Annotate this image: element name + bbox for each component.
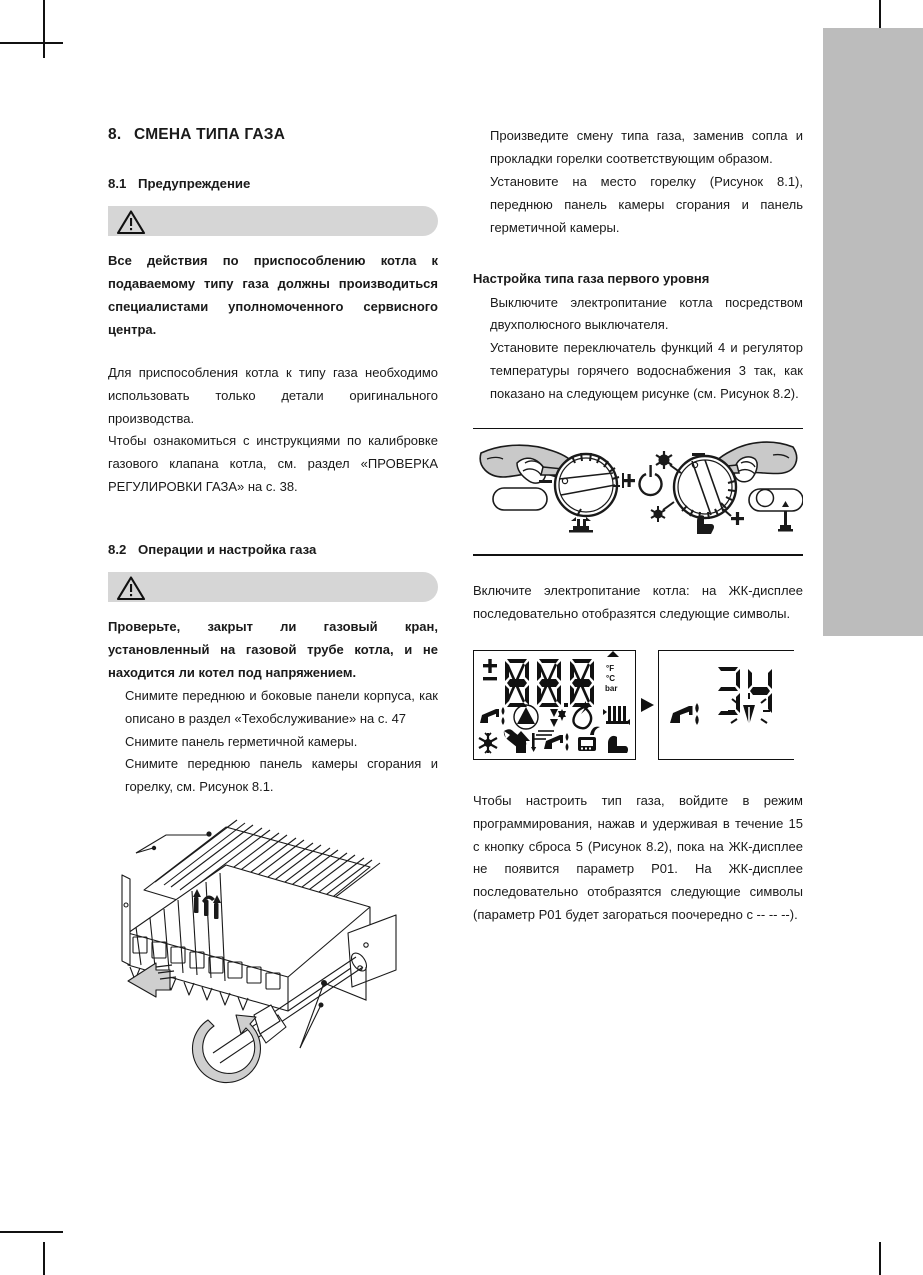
warning-triangle-icon <box>116 209 146 235</box>
section-8-2-title: Операции и настройка газа <box>138 542 317 558</box>
units-indicator <box>605 651 619 693</box>
svg-text:°F: °F <box>606 663 615 673</box>
hand-icon <box>608 736 628 753</box>
lcd-value-svg <box>659 651 791 757</box>
svg-text:°C: °C <box>606 673 615 683</box>
dhw-temperature-knob <box>674 456 736 519</box>
minus-icon <box>539 480 552 483</box>
heating-symbol-icon <box>569 517 593 533</box>
paragraph-adaptation: Для приспособления котла к типу газа необходимо использовать только детали оригинального производства. <box>108 364 438 426</box>
section-8-2-number: 8.2 <box>108 542 127 558</box>
chapter-side-tab <box>823 28 923 636</box>
control-panel-figure <box>473 428 803 556</box>
crop-mark-bottom-left-h <box>0 1231 63 1233</box>
paragraph-switch-off-power: Выключите электропитание котла посредством двухполюсного выключателя. <box>490 294 803 333</box>
remote-control-icon <box>578 726 600 750</box>
reset-button-circle <box>757 490 774 507</box>
warning-banner-8-2 <box>108 572 438 602</box>
crop-mark-bottom-right-v <box>879 1242 881 1275</box>
svg-text:bar: bar <box>605 683 618 693</box>
tap-flame-icon <box>670 703 699 725</box>
plus-icon <box>731 512 744 525</box>
flashing-flame-icon <box>728 693 770 725</box>
warning-banner-8-1 <box>108 206 438 236</box>
up-down-arrows-icon <box>550 709 566 727</box>
warning-text-8-1: Все действия по приспособлению котла к подаваемому типу газа должны производиться специалистами уполномоченного сервисного центра. <box>108 253 438 337</box>
paragraph-calibration: Чтобы ознакомиться с инструкциями по калибровке газового клапана котла, см. раздел «ПРОВЕРКА РЕГУЛИРОВКИ ГАЗА» на с. 38. <box>108 433 438 495</box>
control-panel-svg <box>473 433 803 545</box>
summer-sun-icon <box>651 506 665 522</box>
page-title <box>108 125 438 145</box>
lcd-display-figure <box>473 650 803 760</box>
paragraph-replace-nozzles: Произведите смену типа газа, заменив сопла и прокладки горелки соответствующим образом. <box>490 128 803 166</box>
section-8-2-heading <box>108 541 438 558</box>
section-8-1-number: 8.1 <box>108 176 127 192</box>
function-selector-knob <box>555 453 620 516</box>
crop-mark-bottom-left-v <box>43 1242 45 1275</box>
plus-minus-icon <box>483 659 497 680</box>
paragraph-power-on-display: Включите электропитание котла: на ЖК-дисплее последовательно отобразятся следующие символы. <box>473 583 803 621</box>
lcd-panel-value <box>658 650 794 760</box>
tap-flame-icon <box>480 707 505 725</box>
burner-assembly-diagram <box>108 815 438 1120</box>
power-icon <box>640 465 662 495</box>
pump-triangle-icon <box>514 705 538 729</box>
snowflake-icon <box>479 733 497 753</box>
right-column <box>473 125 803 927</box>
radiator-icon <box>603 706 630 725</box>
figure-rule-bottom <box>473 554 803 556</box>
minus-icon <box>692 453 705 456</box>
paragraph-programming-mode: Чтобы настроить тип газа, войдите в режим программирования, нажав и удерживая в течение 15 с кнопку сброса 5 (Рисунок 8.2), пока на ЖК-дисплее не появится параметр P01. На ЖК-дисплее последовательно отобразятся следующие символы (параметр P01 будет загораться поочередно с -- -- --). <box>473 792 803 923</box>
step-item: Снимите панель герметичной камеры. <box>125 733 358 749</box>
indicator-lamp-left <box>493 488 547 510</box>
chapter-number: 8. <box>108 126 122 143</box>
figure-rule-top <box>473 428 803 430</box>
lcd-all-segments-svg <box>474 651 633 757</box>
lcd-panel-all-segments <box>473 650 636 760</box>
snowflake-icon <box>656 451 672 469</box>
paragraph-refit-burner: Установите на место горелку (Рисунок 8.1), переднюю панель камеры сгорания и панель герметичной камеры. <box>490 173 803 235</box>
burner-assembly-svg <box>108 815 438 1115</box>
seven-segment-digits <box>505 659 594 707</box>
warning-triangle-icon <box>116 575 146 601</box>
plus-icon <box>622 473 635 488</box>
left-column <box>108 125 438 1120</box>
tap-lines-icon <box>534 731 569 751</box>
section-8-1-title: Предупреждение <box>138 176 251 192</box>
crop-mark-top-left-v <box>43 0 45 58</box>
paragraph-set-selectors: Установите переключатель функций 4 и регулятор температуры горячего водоснабжения 3 так, как показано на следующем рисунке (см. Рисунок 8.2). <box>490 340 803 402</box>
section-8-1-heading <box>108 175 438 192</box>
subhead-first-level-gas-setting: Настройка типа газа первого уровня <box>473 271 710 287</box>
play-arrow-icon <box>638 695 656 715</box>
sequence-arrow <box>636 650 658 760</box>
chapter-title: СМЕНА ТИПА ГАЗА <box>134 126 286 143</box>
step-item: Снимите переднюю панель камеры сгорания и горелку, см. Рисунок 8.1. <box>125 756 438 795</box>
crop-mark-top-left-h <box>0 42 63 44</box>
step-item: Снимите переднюю и боковые панели корпуса, как описано в раздел «Техобслуживание» на с. 47 <box>125 687 438 726</box>
warning-text-8-2: Проверьте, закрыт ли газовый кран, установленный на газовой трубе котла, и не находится ли котел под напряжением. <box>108 619 438 680</box>
